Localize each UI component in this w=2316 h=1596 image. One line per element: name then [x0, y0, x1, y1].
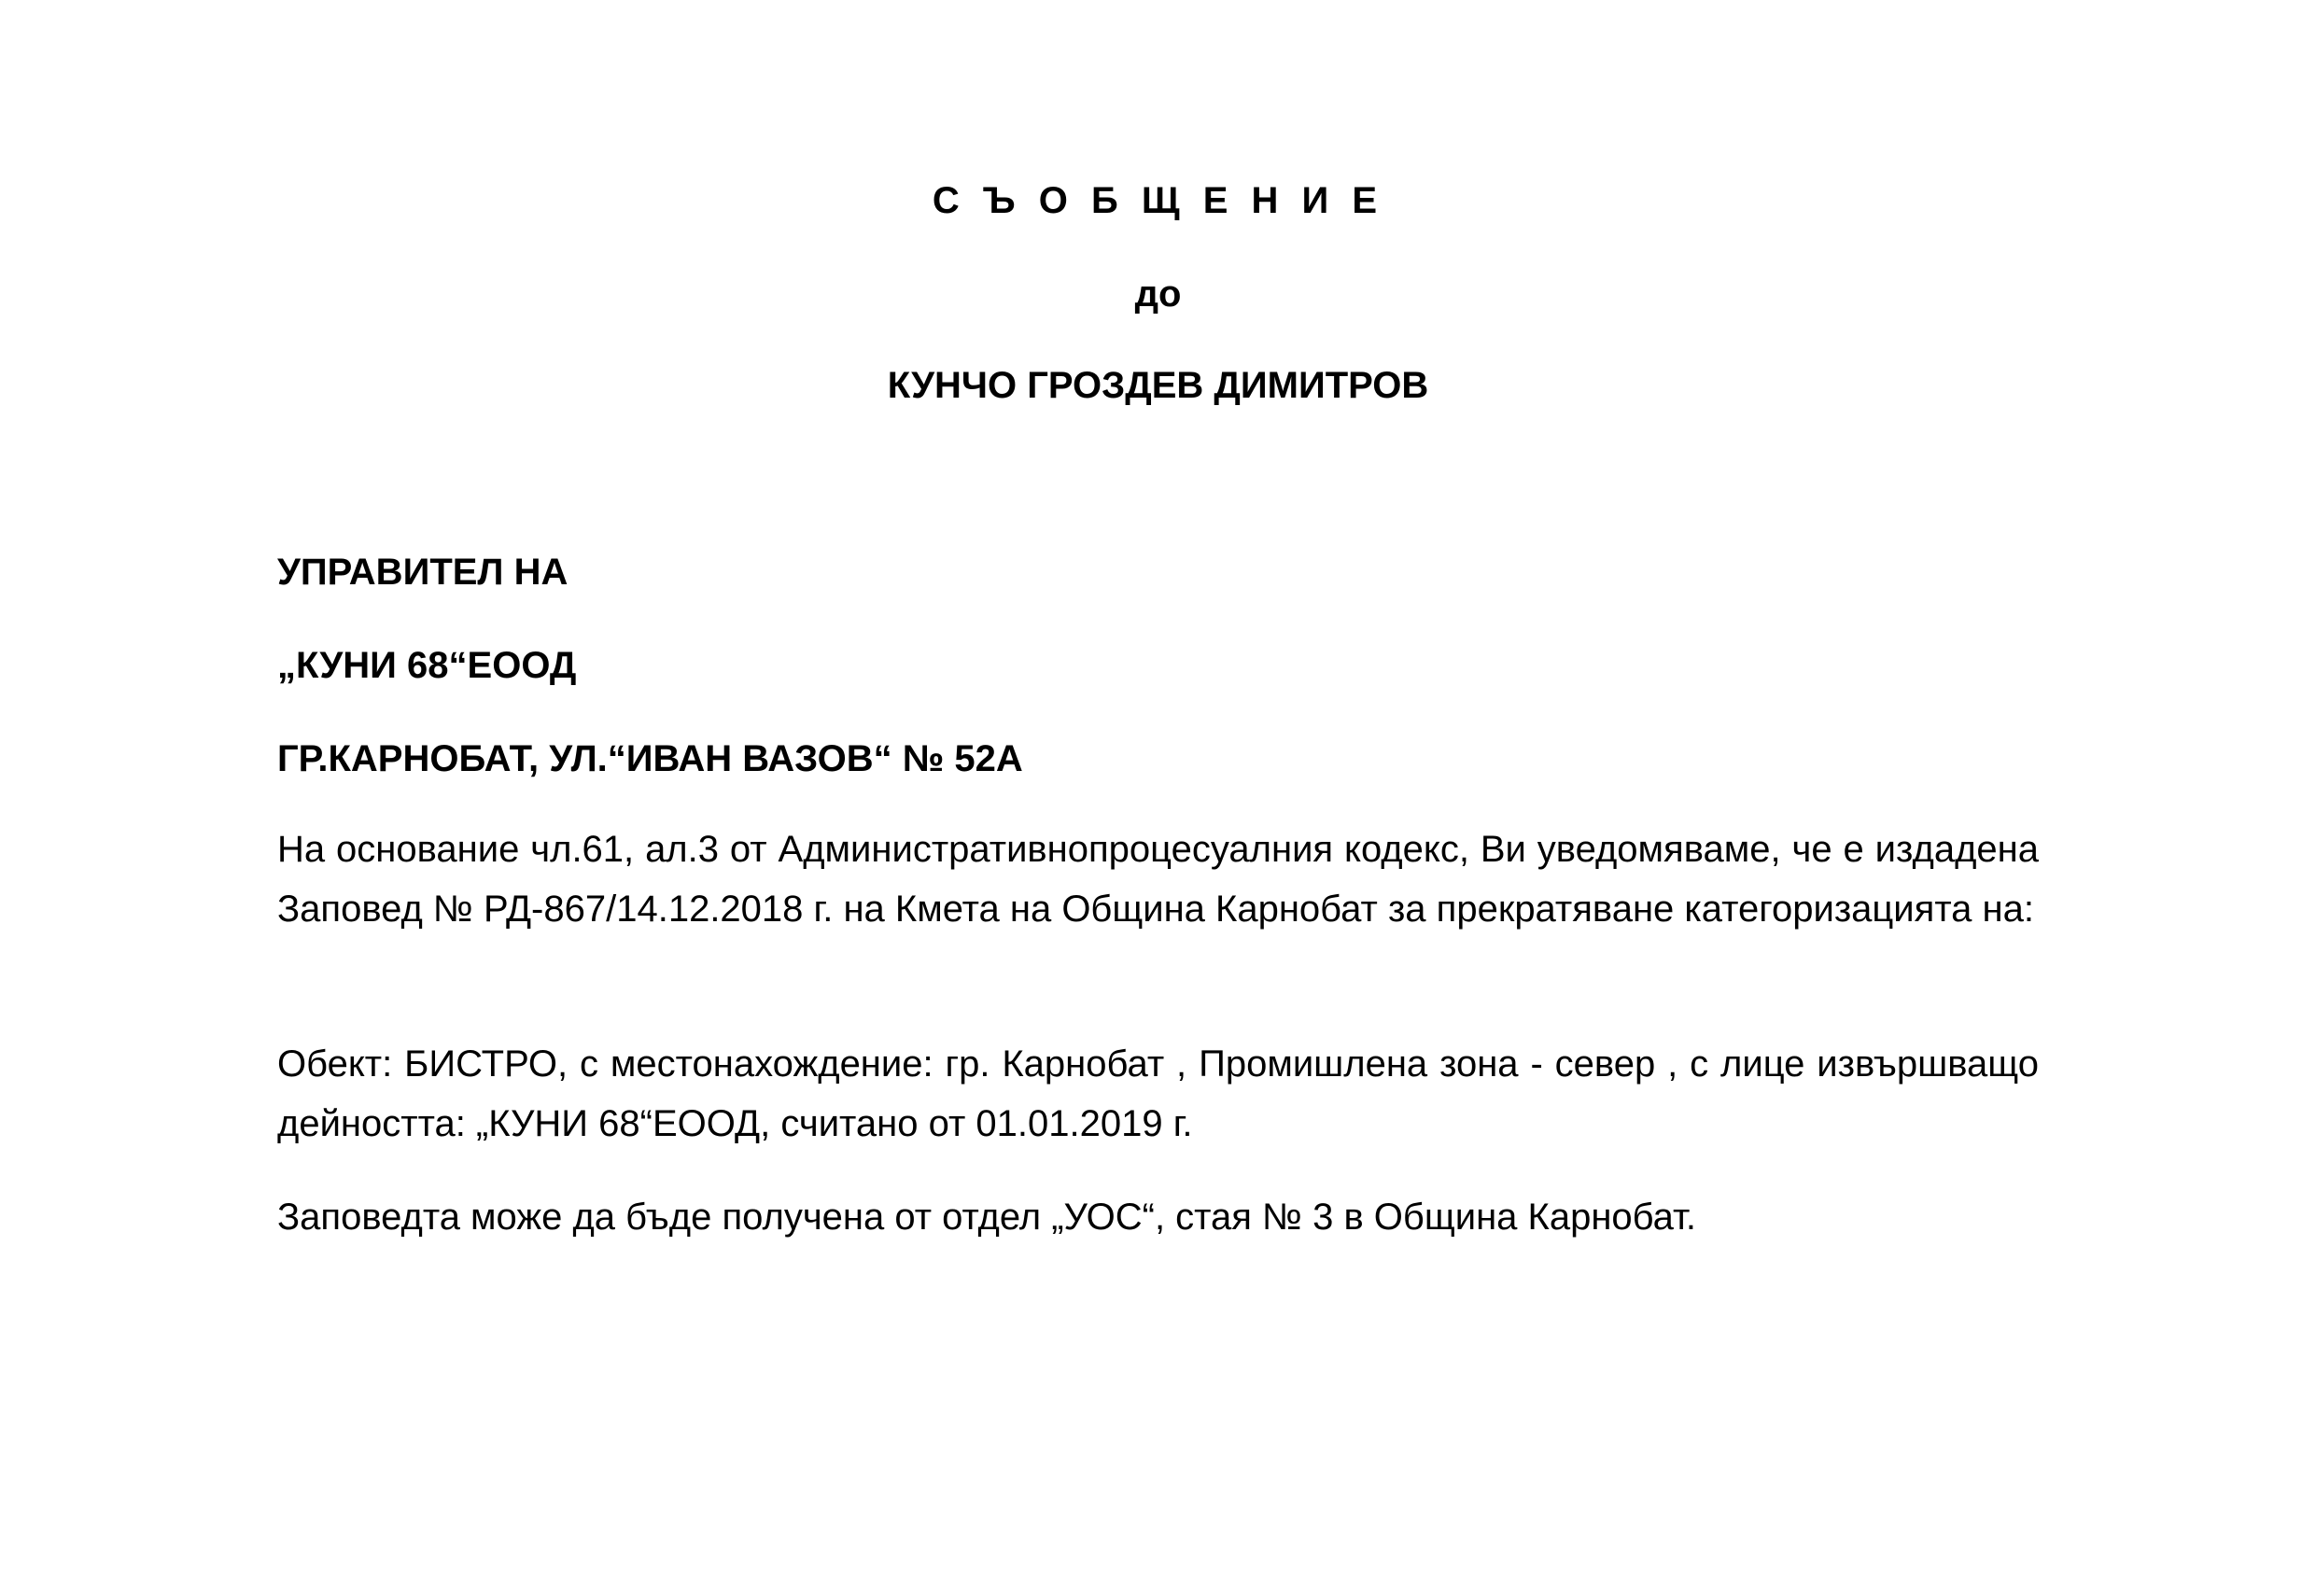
body-paragraph-2: Обект: БИСТРО, с местонахождение: гр. Карнобат , Промишлена зона - север , с лице извършващо дейността: „КУНИ 68“ЕООД, считано от 01.01.2019 г. — [277, 1043, 2039, 1144]
body-paragraph-1: На основание чл.61, ал.3 от Административнопроцесуалния кодекс, Ви уведомяваме, че е издадена Заповед № РД-867/14.12.2018 г. на Кмета на Община Карнобат за прекратяване категоризацията на: — [277, 829, 2039, 930]
document-to: до — [1134, 273, 1182, 315]
addressee-line-3: ГР.КАРНОБАТ, УЛ.“ИВАН ВАЗОВ“ № 52А — [277, 738, 1023, 779]
document-title: С Ъ О Б Щ Е Н И Е — [932, 180, 1384, 221]
addressee-line-2: „КУНИ 68“ЕООД — [277, 645, 577, 686]
body-paragraph-3: Заповедта може да бъде получена от отдел „УОС“, стая № 3 в Община Карнобат. — [277, 1197, 1697, 1238]
addressee-line-1: УПРАВИТЕЛ НА — [277, 552, 568, 593]
document-recipient: КУНЧО ГРОЗДЕВ ДИМИТРОВ — [887, 365, 1429, 406]
